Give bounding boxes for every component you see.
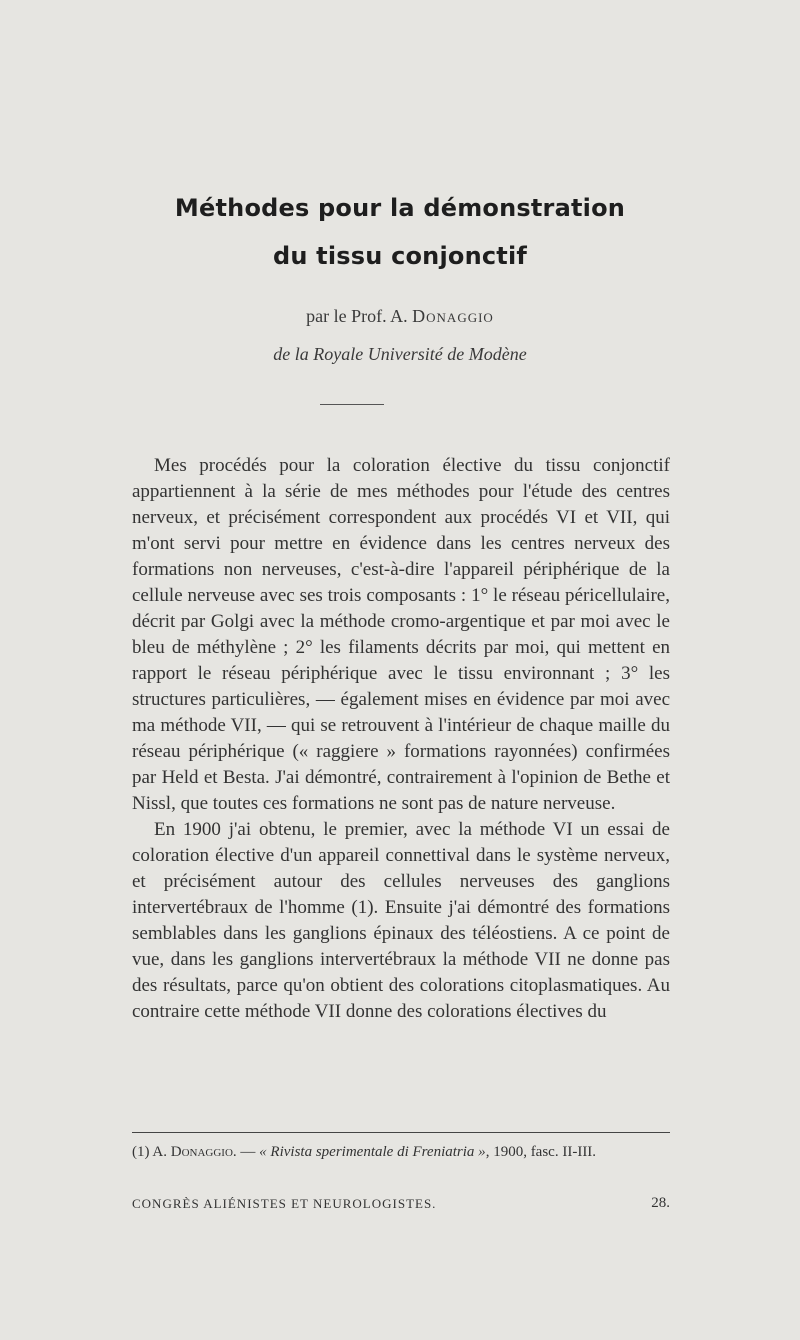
title-line-2: du tissu conjonctif (272, 242, 528, 270)
running-footer-label: CONGRÈS ALIÉNISTES ET NEUROLOGISTES. (132, 1196, 437, 1211)
footnote-author: Donaggio (170, 1144, 233, 1160)
footnote-rest: , 1900, fasc. II-III. (485, 1144, 597, 1160)
footnote-dash: . — (232, 1144, 260, 1160)
paragraph-2: En 1900 j'ai obtenu, le premier, avec la méthode VI un essai de coloration élective d'un appareil connettival dans le système nerveux, et précisément autour des cellules nerveuses des ganglions intervertébraux de l'homme (1). Ensuite j'ai démontré des formations semblables dans les ganglions épinaux des téléostiens. A ce point de vue, dans les ganglions intervertébraux la méthode VII ne donne pas des résultats, parce qu'on obtient des colorations citoplasmatiques. Au contraire cette méthode VII donne des colorations électives du (132, 819, 670, 1022)
footnote (132, 1142, 670, 1163)
footnote-journal: « Rivista sperimentale di Freniatria » (259, 1144, 486, 1160)
page-number: 28. (651, 1195, 670, 1211)
byline (0, 306, 800, 327)
title-divider (320, 404, 384, 405)
footnote-marker: (1) A. (132, 1144, 171, 1160)
running-footer (132, 1196, 670, 1212)
byline-author: Donaggio (412, 306, 494, 326)
paragraph-1: Mes procédés pour la coloration élective du tissu conjonctif appartiennent à la série de mes méthodes pour l'étude des centres nerveux, et précisément correspondent aux procédés VI et VII, qui m'ont servi pour mettre en évidence dans les centres nerveux des formations non nerveuses, c'est-à-dire l'appareil périphérique de la cellule nerveuse avec ses trois composants : 1° le réseau péricellulaire, décrit par Golgi avec la méthode cromo-argentique et par moi avec le bleu de méthylène ; 2° les filaments décrits par moi, qui mettent en rapport le réseau périphérique avec le tissu environnant ; 3° les structures particulières, — également mises en évidence par moi avec ma méthode VII, — qui se retrouvent à l'intérieur de chaque maille du réseau périphérique (« raggiere » formations rayonnées) confirmées par Held et Besta. J'ai démontré, contrairement à l'opinion de Bethe et Nissl, que toutes ces formations ne sont pas de nature nerveuse. (132, 455, 670, 814)
footnote-divider (132, 1132, 670, 1133)
title-line-1: Méthodes pour la démonstration (174, 194, 626, 222)
affiliation: de la Royale Université de Modène (273, 344, 527, 364)
body-text (132, 453, 670, 1025)
byline-prefix: par le Prof. A. (306, 306, 413, 326)
